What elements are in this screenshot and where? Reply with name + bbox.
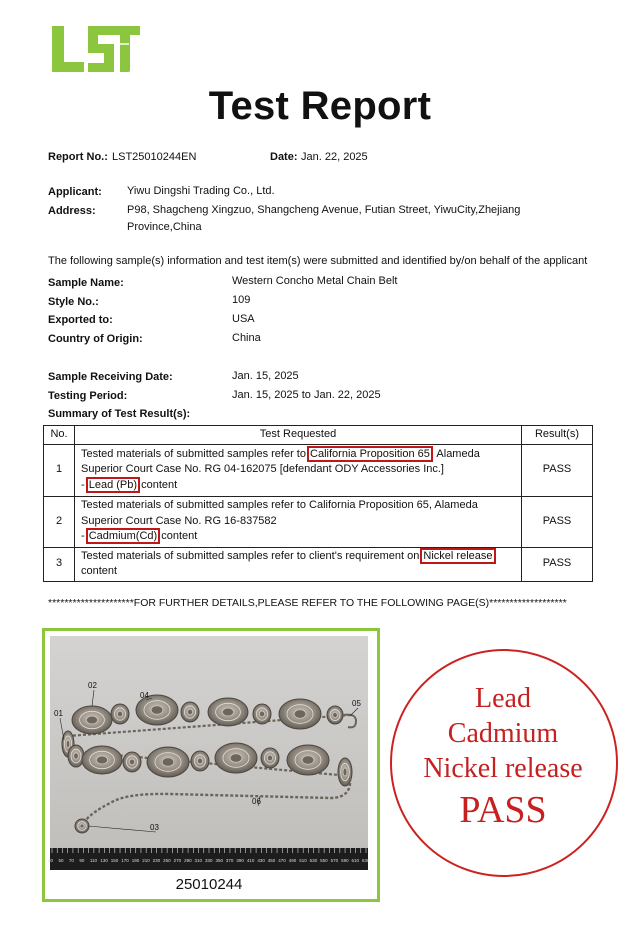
stamp-cadmium: Cadmium <box>447 718 559 749</box>
results-table <box>43 425 593 582</box>
ruler-tick-label: 290 <box>184 858 192 863</box>
highlight-prop65: California Proposition 65 <box>310 447 430 460</box>
ruler-tick-label: 250 <box>163 858 171 863</box>
highlight-cadmium: Cadmium(Cd) <box>88 530 158 543</box>
concho-center <box>267 755 272 761</box>
highlight-nickel: Nickel release <box>423 549 493 562</box>
row-result: PASS <box>522 496 593 547</box>
ruler-tick-label: 330 <box>205 858 213 863</box>
concho-center <box>74 753 78 759</box>
report-no: LST25010244EN <box>112 151 197 163</box>
header-test-requested: Test Requested <box>75 426 522 445</box>
ruler-tick-label: 190 <box>131 858 140 863</box>
testing-period-label: Testing Period: <box>48 390 128 402</box>
intro-text: The following sample(s) information and test item(s) were submitted and identified by/on behalf of the applicant <box>48 255 588 267</box>
ruler-tick-label: 130 <box>100 858 108 863</box>
row-text: Tested materials of submitted samples refer to California Proposition 65, Alameda Superior Court Case No. RG 16-837582 <box>81 499 478 527</box>
address-line-2: Province,China <box>127 221 202 233</box>
callout-label: 03 <box>150 823 159 832</box>
style-no: 109 <box>232 294 251 306</box>
ruler-tick-label: 470 <box>278 858 286 863</box>
header-results: Result(s) <box>522 426 593 445</box>
ruler-tick-label: 530 <box>309 858 318 863</box>
concho-center <box>162 758 174 766</box>
ruler-tick-label: 70 <box>68 858 74 863</box>
ruler-tick-label: 90 <box>79 858 85 863</box>
table-header-row <box>44 426 593 445</box>
row-test <box>75 444 522 496</box>
table-row <box>44 496 593 547</box>
ruler-tick-label: 630 <box>362 858 370 863</box>
concho-center <box>259 711 264 717</box>
row-no: 1 <box>44 444 75 496</box>
style-label: Style No.: <box>48 296 99 308</box>
sample-name-label: Sample Name: <box>48 277 124 289</box>
ruler-tick-label: 150 <box>110 858 119 863</box>
concho-center <box>96 756 107 764</box>
concho-center <box>230 754 242 762</box>
row-result: PASS <box>522 547 593 581</box>
ruler-tick-label: 310 <box>194 858 203 863</box>
ruler-tick-label: 30 <box>48 858 54 863</box>
ruler-tick-label: 350 <box>215 858 223 863</box>
row-text: content <box>158 530 198 543</box>
stamp-pass: PASS <box>459 789 547 831</box>
page-title: Test Report <box>208 84 432 128</box>
receiving-date: Jan. 15, 2025 <box>232 370 299 382</box>
ruler-tick-label: 50 <box>58 858 64 863</box>
address-label: Address: <box>48 205 96 217</box>
table-row <box>44 444 593 496</box>
callout-label: 01 <box>54 709 63 718</box>
ruler-tick-label: 390 <box>236 858 244 863</box>
summary-title: Summary of Test Result(s): <box>48 408 191 420</box>
concho-center <box>129 759 134 765</box>
concho-center <box>187 709 192 715</box>
row-dash: - <box>81 478 88 491</box>
concho-center <box>66 740 69 747</box>
concho-center <box>197 758 202 764</box>
row-text: Tested materials of submitted samples refer to client's requirement on <box>81 549 423 562</box>
row-dash: - <box>81 530 88 543</box>
concho-center <box>343 768 347 776</box>
ruler-tick-label: 570 <box>330 858 339 863</box>
row-test <box>75 547 522 581</box>
row-no: 2 <box>44 496 75 547</box>
ruler-tick-label: 110 <box>89 858 98 863</box>
concho-center <box>302 756 314 764</box>
ruler-tick-label: 430 <box>257 858 265 863</box>
concho-center <box>151 706 163 714</box>
ruler-tick-label: 370 <box>225 858 234 863</box>
concho-center <box>333 712 337 717</box>
row-text: content <box>138 478 178 491</box>
ruler-tick-label: 510 <box>299 858 307 863</box>
row-no: 3 <box>44 547 75 581</box>
sample-code: 25010244 <box>175 876 243 893</box>
callout-label: 04 <box>140 691 149 700</box>
callout-label: 06 <box>252 797 261 806</box>
ruler-tick-label: 490 <box>288 858 297 863</box>
applicant-label: Applicant: <box>48 186 102 198</box>
ruler-tick-label: 610 <box>351 858 360 863</box>
country-of-origin: China <box>232 332 261 344</box>
highlight-lead: Lead (Pb) <box>88 478 138 491</box>
row-result: PASS <box>522 444 593 496</box>
concho-center <box>294 710 306 718</box>
concho-center <box>222 708 233 716</box>
ruler-tick-label: 410 <box>246 858 255 863</box>
table-row <box>44 547 593 581</box>
address-line-1: P98, Shagcheng Xingzuo, Shangcheng Avenue, Futian Street, YiwuCity,Zhejiang <box>127 204 521 216</box>
row-text: , Alameda Superior Court Case No. RG 04-162075 [defendant ODY Accessories Inc.] <box>81 447 480 476</box>
concho-center <box>117 711 122 717</box>
stamp-nickel-release: Nickel release <box>423 753 583 784</box>
exported-to: USA <box>232 313 255 325</box>
row-text: content <box>81 565 118 577</box>
further-details-note: *********************FOR FURTHER DETAILS,PLEASE REFER TO THE FOLLOWING PAGE(S)******************* <box>48 597 567 609</box>
row-test <box>75 496 522 547</box>
ruler-tick-label: 170 <box>121 858 129 863</box>
sample-photo <box>50 636 368 870</box>
concho-center <box>86 716 97 724</box>
sample-name: Western Concho Metal Chain Belt <box>232 275 398 287</box>
ruler-tick-label: 550 <box>320 858 328 863</box>
applicant-name: Yiwu Dingshi Trading Co., Ltd. <box>127 185 275 197</box>
row-text: Tested materials of submitted samples refer to <box>81 447 310 460</box>
company-logo <box>50 22 142 78</box>
receiving-date-label: Sample Receiving Date: <box>48 371 173 383</box>
ruler-tick-label: 230 <box>152 858 161 863</box>
date-label: Date: <box>270 151 298 163</box>
concho-center <box>80 824 84 828</box>
stamp-lead: Lead <box>475 683 531 714</box>
report-no-label: Report No.: <box>48 151 108 163</box>
exported-label: Exported to: <box>48 314 113 326</box>
testing-period: Jan. 15, 2025 to Jan. 22, 2025 <box>232 389 381 401</box>
callout-label: 05 <box>352 699 361 708</box>
ruler-tick-label: 590 <box>341 858 349 863</box>
ruler-tick-label: 450 <box>267 858 276 863</box>
callout-label: 02 <box>88 681 97 690</box>
origin-label: Country of Origin: <box>48 333 143 345</box>
ruler-tick-label: 270 <box>173 858 182 863</box>
ruler-tick-label: 210 <box>142 858 150 863</box>
report-date: Jan. 22, 2025 <box>301 151 368 163</box>
header-no: No. <box>44 426 75 445</box>
